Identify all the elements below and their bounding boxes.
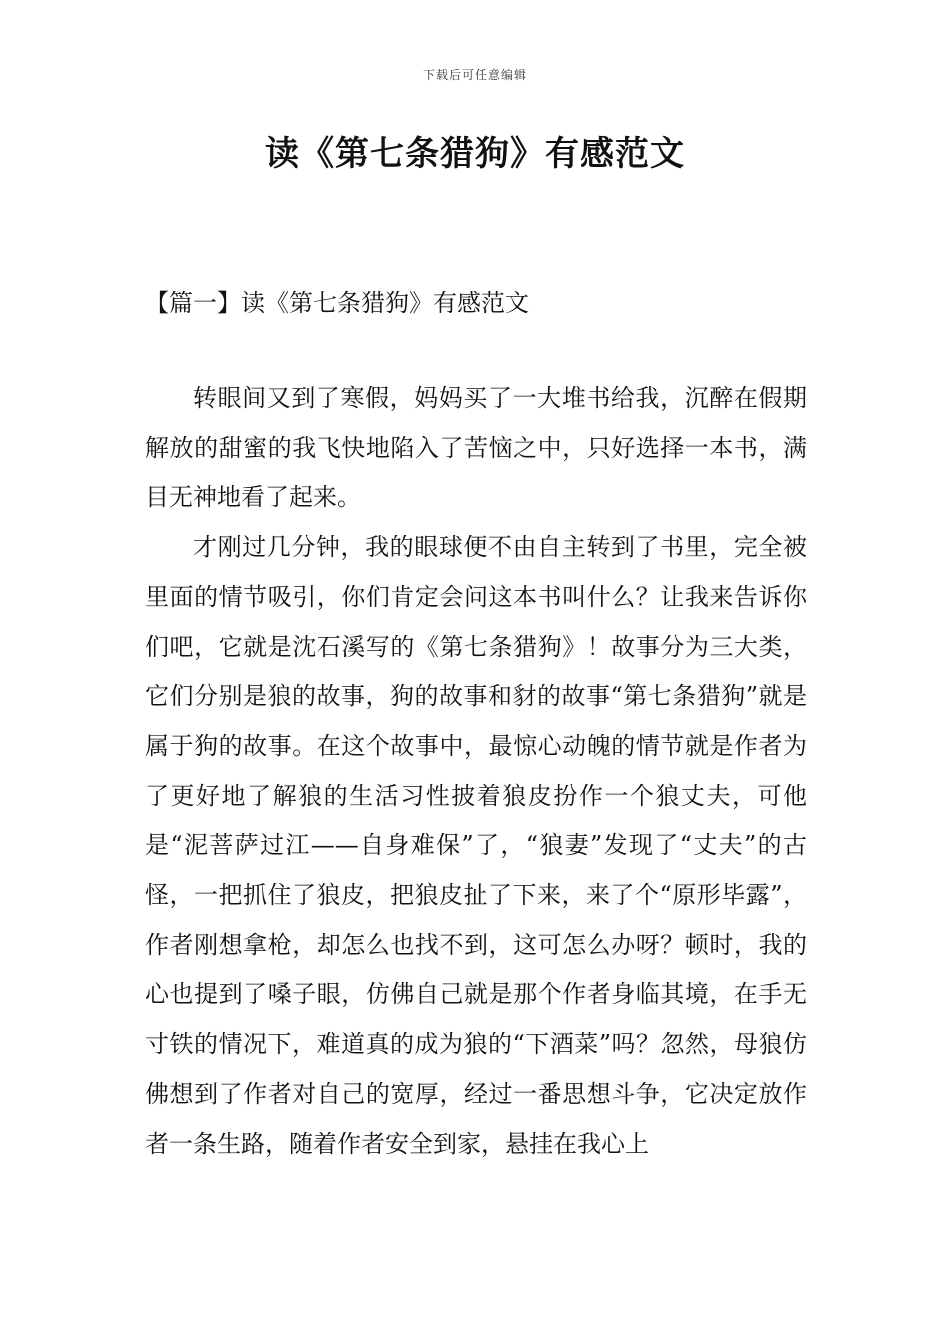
header-note: 下载后可任意编辑 bbox=[422, 68, 527, 82]
section-heading: 【篇一】读《第七条猎狗》有感范文 bbox=[145, 289, 529, 317]
document-title: 读《第七条猎狗》有感范文 bbox=[265, 134, 685, 174]
paragraph-2: 才刚过几分钟，我的眼球便不由自主转到了书里，完全被里面的情节吸引，你们肯定会问这本书叫什么？让我来告诉你们吧，它就是沈石溪写的《第七条猎狗》！故事分为三大类，它们分别是狼的故事，狗的故事和豺的故事“第七条猎狗”就是属于狗的故事。在这个故事中，最惊心动魄的情节就是作者为了更好地了解狼的生活习性披着狼皮扮作一个狼丈夫，可他是“泥菩萨过江——自身难保”了，“狼妻”发现了“丈夫”的古怪，一把抓住了狼皮，把狼皮扯了下来，来了个“原形毕露”，作者刚想拿枪，却怎么也找不到，这可怎么办呀？顿时，我的心也提到了嗓子眼，仿佛自己就是那个作者身临其境，在手无寸铁的情况下，难道真的成为狼的“下酒菜”吗？忽然，母狼仿佛想到了作者对自己的宽厚，经过一番思想斗争，它决定放作者一条生路，随着作者安全到家，悬挂在我心上 bbox=[145, 533, 807, 1158]
document-body bbox=[145, 374, 807, 1169]
paragraph-1: 转眼间又到了寒假，妈妈买了一大堆书给我，沉醉在假期解放的甜蜜的我飞快地陷入了苦恼之中，只好选择一本书，满目无神地看了起来。 bbox=[145, 384, 807, 512]
